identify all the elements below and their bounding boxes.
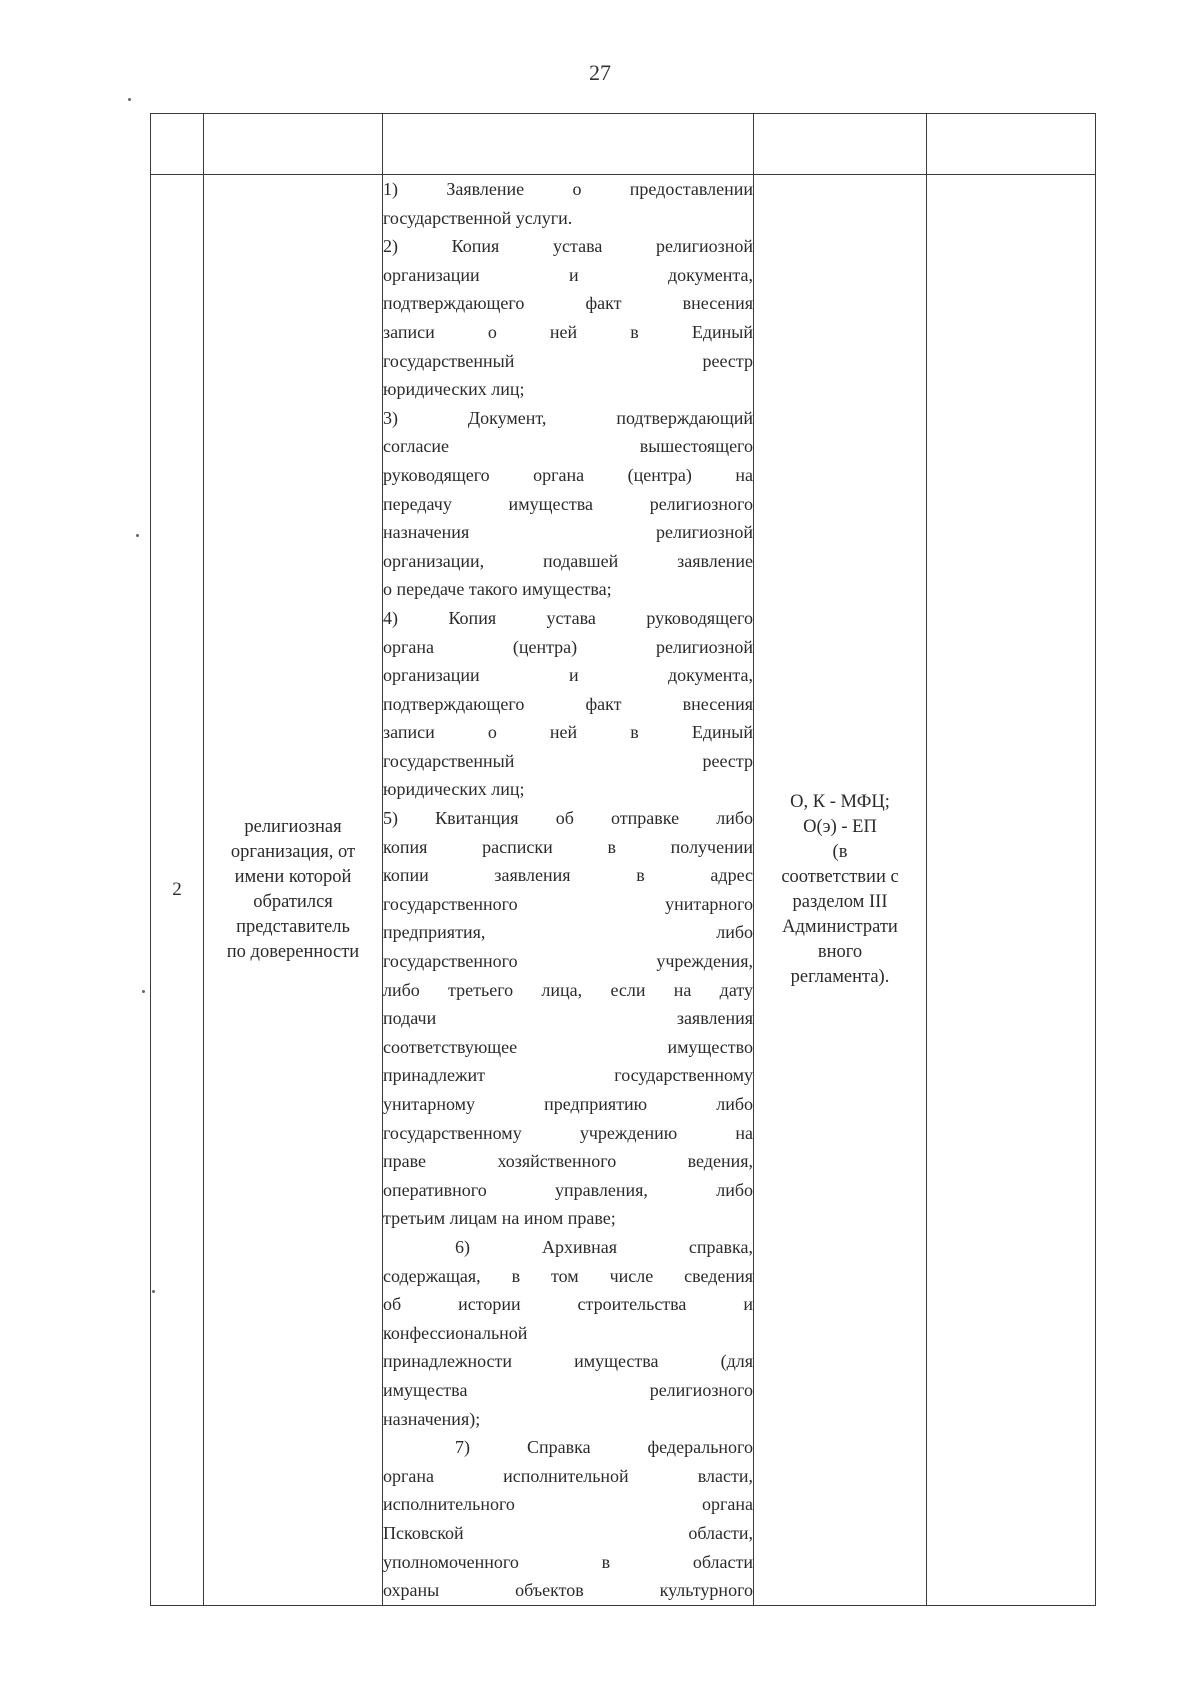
applicant-line: имени которой <box>234 866 352 887</box>
document-line: юридических лиц; <box>383 779 525 800</box>
document-line: органа (центра) религиозной <box>383 636 753 657</box>
document-line: уполномоченного в области <box>383 1551 753 1572</box>
row-number: 2 <box>151 175 204 1606</box>
header-cell-documents <box>383 114 754 175</box>
method-line: разделом III <box>792 891 888 912</box>
document-line: копии заявления в адрес <box>383 865 753 886</box>
document-line: оперативного управления, либо <box>383 1179 753 1200</box>
extra-cell <box>927 175 1096 1606</box>
table-row <box>151 175 1096 1606</box>
method-line: регламента). <box>790 966 890 987</box>
document-line: подачи заявления <box>383 1008 753 1029</box>
document-line: 6) Архивная справка, <box>455 1236 753 1257</box>
document-line: об истории строительства и <box>383 1294 753 1315</box>
header-cell-number <box>151 114 204 175</box>
document-line: исполнительного органа <box>383 1494 753 1515</box>
applicant-line: религиозная <box>244 816 342 837</box>
document-line: 7) Справка федерального <box>455 1437 753 1458</box>
method-line: соответствии с <box>781 866 899 887</box>
document-line: предприятия, либо <box>383 922 753 943</box>
header-cell-applicant <box>204 114 383 175</box>
scan-speck <box>136 534 139 537</box>
document-line: охраны объектов культурного <box>383 1580 753 1601</box>
document-line: принадлежности имущества (для <box>383 1351 753 1372</box>
document-line: 1) Заявление о предоставлении <box>383 179 753 199</box>
document-line: организации и документа, <box>383 665 753 686</box>
document-line: содержащая, в том числе сведения <box>383 1265 753 1286</box>
document-line: назначения религиозной <box>383 522 753 543</box>
document-line: руководящего органа (центра) на <box>383 464 753 485</box>
document-line: унитарному предприятию либо <box>383 1094 753 1114</box>
services-table <box>150 113 1096 1606</box>
document-line: государственный реестр <box>383 350 753 371</box>
document-line: 5) Квитанция об отправке либо <box>383 808 753 829</box>
document-line: органа исполнительной власти, <box>383 1465 753 1486</box>
method-line: вного <box>817 941 863 962</box>
scan-speck <box>128 98 131 101</box>
document-line: либо третьего лица, если на дату <box>383 979 753 1000</box>
method-line: О(э) - ЕП <box>803 816 877 837</box>
document-line: государственный реестр <box>383 750 753 771</box>
document-line: праве хозяйственного ведения, <box>383 1151 753 1172</box>
applicant-line: обратился <box>253 891 333 912</box>
page-number: 27 <box>589 60 611 85</box>
document-line: записи о ней в Единый <box>383 722 753 743</box>
document-line: государственного учреждения, <box>383 951 753 972</box>
document-line: о передаче такого имущества; <box>383 579 612 600</box>
document-line: организации и документа, <box>383 264 753 285</box>
applicant-line: по доверенности <box>226 941 360 962</box>
document-line: имущества религиозного <box>383 1379 753 1400</box>
document-line: государственной услуги. <box>383 207 573 228</box>
scan-speck <box>142 990 145 993</box>
document-line: копия расписки в получении <box>383 836 753 857</box>
document-line: 3) Документ, подтверждающий <box>383 407 753 428</box>
document-line: государственного унитарного <box>383 893 753 914</box>
document-line: 2) Копия устава религиозной <box>383 236 753 257</box>
header-cell-method <box>754 114 927 175</box>
document-line: соответствующее имущество <box>383 1036 753 1057</box>
applicant-line: представитель <box>236 916 350 937</box>
document-line: передачу имущества религиозного <box>383 493 753 514</box>
documents-cell <box>383 175 754 1606</box>
document-line: записи о ней в Единый <box>383 321 753 342</box>
method-cell <box>754 175 927 1606</box>
applicant-line: организация, от <box>230 841 356 862</box>
document-line: третьим лицам на ином праве; <box>383 1208 616 1229</box>
document-line: конфессиональной <box>383 1322 528 1343</box>
method-line: О, К - МФЦ; <box>790 791 890 812</box>
document-line: подтверждающего факт внесения <box>383 693 753 714</box>
document-line: юридических лиц; <box>383 379 525 400</box>
method-line: (в <box>832 841 848 862</box>
document-line: принадлежит государственному <box>383 1065 753 1086</box>
document-line: Псковской области, <box>383 1522 753 1543</box>
method-line: Администрати <box>782 916 898 937</box>
document-line: подтверждающего факт внесения <box>383 293 753 314</box>
document-line: согласие вышестоящего <box>383 436 753 457</box>
applicant-cell <box>204 175 383 1606</box>
document-line: назначения); <box>383 1408 481 1429</box>
document-line: государственному учреждению на <box>383 1122 753 1143</box>
table-header-row <box>151 114 1096 175</box>
document-line: организации, подавшей заявление <box>383 550 753 571</box>
header-cell-extra <box>927 114 1096 175</box>
document-line: 4) Копия устава руководящего <box>383 607 753 628</box>
